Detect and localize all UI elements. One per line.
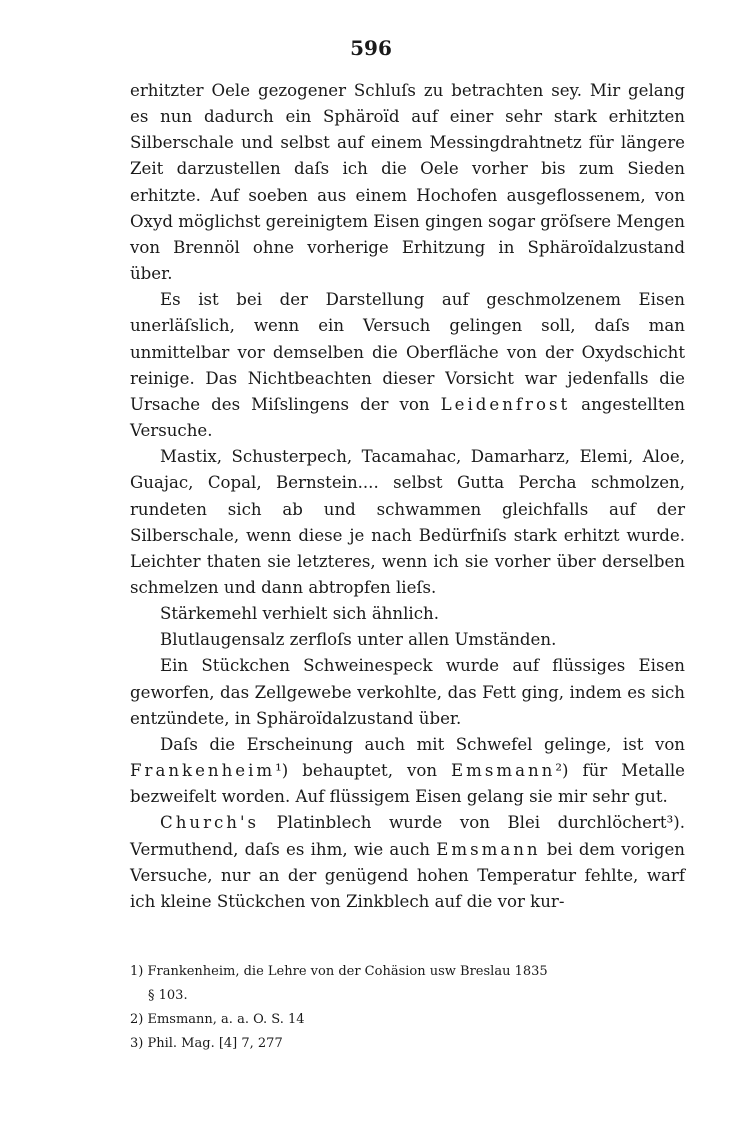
footnote-mark: 2) (130, 1012, 144, 1027)
spaced-name: Emsmann (436, 839, 541, 859)
body-text (130, 78, 685, 915)
paragraph-5: Blutlaugensalz zerfloſs unter allen Umständen. (160, 630, 557, 650)
footnote-text: Phil. Mag. [4] 7, 277 (147, 1036, 283, 1051)
footnote-mark: 1) (130, 964, 144, 979)
spaced-name: Leidenfrost (440, 394, 571, 414)
paragraph-4: Stärkemehl verhielt sich ähnlich. (160, 604, 439, 624)
footnotes (130, 960, 685, 1056)
paragraph-2: Es ist bei der Darstellung auf geschmolzenem Eisen unerläſslich, wenn ein Versuch gelingen soll, daſs man unmittelbar vor demselben die Oberfläche von der Oxydschicht reinige. Das Nichtbeachten dieser Vorsicht war jedenfalls die Ursache des Miſslingens der von Leidenfrost angestellten Versuche. (130, 290, 685, 441)
spaced-name: Church's (160, 813, 260, 833)
spaced-name: Frankenheim (130, 761, 276, 781)
paragraph-3: Mastix, Schusterpech, Tacamahac, Damarharz, Elemi, Aloe, Guajac, Copal, Bernstein.... selbst Gutta Percha schmolzen, rundeten sich ab und schwammen gleichfalls auf der Silberschale, wenn diese je nach Bedürfniſs stark erhitzt wurde. Leichter thaten sie letzteres, wenn ich sie vorher über derselben schmelzen und dann abtropfen lieſs. (130, 447, 685, 597)
footnote-3 (130, 1032, 685, 1056)
paragraph-7: Daſs die Erscheinung auch mit Schwefel gelinge, ist von Frankenheim¹) behauptet, von Emsmann²) für Metalle bezweifelt worden. Auf flüssigem Eisen gelang sie mir sehr gut. (130, 734, 686, 807)
paragraph-6: Ein Stückchen Schweinespeck wurde auf flüssiges Eisen geworfen, das Zellgewebe verkohlte, das Fett ging, indem es sich entzündete, in Sphäroïdalzustand über. (130, 656, 685, 728)
footnote-text: Emsmann, a. a. O. S. 14 (147, 1012, 305, 1027)
footnote-text: Frankenheim, die Lehre von der Cohäsion usw Breslau 1835 (147, 964, 548, 979)
paragraph-1: erhitzter Oele gezogener Schluſs zu betrachten sey. Mir gelang es nun dadurch ein Sphäroïd auf einer sehr stark erhitzten Silberschale und selbst auf einem Messingdrahtnetz für längere Zeit darzustellen daſs ich die Oele vorher bis zum Sieden erhitzte. Auf soeben aus einem Hochofen ausgeflossenem, von Oxyd möglichst gereinigtem Eisen gingen sogar gröſsere Mengen von Brennöl ohne vorherige Erhitzung in Sphäroïdalzustand über. (130, 81, 685, 284)
footnote-2 (130, 1008, 685, 1032)
page-number: 596 (350, 36, 392, 60)
spaced-name: Emsmann (451, 761, 556, 781)
footnote-mark: 3) (130, 1036, 144, 1051)
footnote-1 (130, 960, 685, 984)
paragraph-8: Church's Platinblech wurde von Blei durchlöchert³). Vermuthend, daſs es ihm, wie auch Emsmann bei dem vorigen Versuche, nur an der genügend hohen Temperatur fehlte, warf ich kleine Stückchen von Zinkblech auf die vor kur- (130, 813, 685, 911)
footnote-1-continuation: § 103. (148, 988, 188, 1003)
